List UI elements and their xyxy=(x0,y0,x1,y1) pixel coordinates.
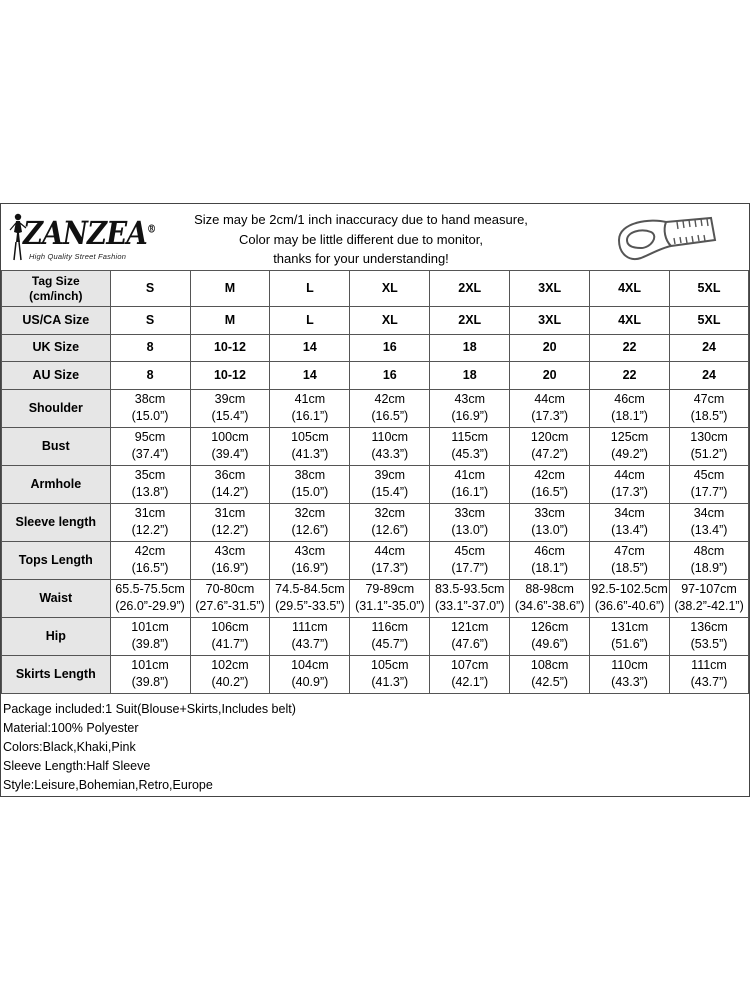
cell-line: 38cm xyxy=(294,468,326,482)
cell-line: (41.7”) xyxy=(211,637,249,651)
cell-line: (15.4”) xyxy=(211,409,249,423)
cell-line: 2XL xyxy=(458,312,482,327)
measurement-cell xyxy=(270,389,350,427)
cell-line: 16 xyxy=(382,367,397,382)
row-label: Bust xyxy=(2,427,111,465)
notice-line: Size may be 2cm/1 inch inaccuracy due to hand measure, xyxy=(194,212,528,227)
measurement-cell xyxy=(110,334,190,362)
table-row xyxy=(2,389,749,427)
cell-line: 120cm xyxy=(530,430,569,444)
cell-line: 3XL xyxy=(538,312,562,327)
measurement-cell xyxy=(510,541,590,579)
measurement-cell xyxy=(110,655,190,693)
size-header-cell: L xyxy=(270,271,350,307)
cell-line: (13.4”) xyxy=(690,523,728,537)
size-header-cell: M xyxy=(190,271,270,307)
row-label: Armhole xyxy=(2,465,111,503)
cell-line: (34.6”-38.6”) xyxy=(514,599,585,613)
cell-line: (13.8”) xyxy=(131,485,169,499)
cell-line: (12.2”) xyxy=(131,523,169,537)
cell-line: (17.3”) xyxy=(531,409,569,423)
cell-line: 105cm xyxy=(371,658,409,672)
cell-line: 48cm xyxy=(693,544,725,558)
cell-line: 42cm xyxy=(134,544,166,558)
cell-line: 97-107cm xyxy=(681,582,737,596)
cell-line: (17.3”) xyxy=(611,485,648,499)
cell-line: 44cm xyxy=(374,544,406,558)
table-row xyxy=(2,541,749,579)
cell-line: 105cm xyxy=(291,430,329,444)
cell-line: (15.0”) xyxy=(291,485,329,499)
measurement-cell xyxy=(190,465,270,503)
size-header-cell: 3XL xyxy=(510,271,590,307)
table-row xyxy=(2,334,749,362)
measurement-cell xyxy=(510,465,590,503)
measurement-cell xyxy=(590,334,670,362)
cell-line: 79-89cm xyxy=(365,582,415,596)
cell-line: 104cm xyxy=(291,658,329,672)
measurement-cell xyxy=(110,617,190,655)
measurement-cell xyxy=(430,307,510,335)
cell-line: 18 xyxy=(462,340,477,355)
measurement-cell xyxy=(190,362,270,390)
cell-line: (39.4”) xyxy=(211,447,249,461)
measurement-cell xyxy=(270,334,350,362)
cell-line: 16 xyxy=(382,340,397,355)
cell-line: (12.6”) xyxy=(371,523,409,537)
cell-line: (29.5”-33.5”) xyxy=(275,599,345,613)
cell-line: 106cm xyxy=(211,620,249,634)
measurement-cell xyxy=(350,362,430,390)
cell-line: 136cm xyxy=(690,620,728,634)
cell-line: 108cm xyxy=(530,658,569,672)
measurement-cell xyxy=(670,541,749,579)
cell-line: 65.5-75.5cm xyxy=(115,582,185,596)
cell-line: 45cm xyxy=(454,544,486,558)
measurement-cell xyxy=(510,655,590,693)
cell-line: 33cm xyxy=(534,506,565,520)
cell-line: (16.5”) xyxy=(531,485,569,499)
row-label: Shoulder xyxy=(2,389,111,427)
size-table-body xyxy=(2,271,749,694)
cell-line: 24 xyxy=(702,367,716,382)
measurement-cell xyxy=(670,579,749,617)
cell-line: 41cm xyxy=(294,392,326,406)
notice-line: thanks for your understanding! xyxy=(273,251,449,266)
table-row xyxy=(2,427,749,465)
size-header-cell: S xyxy=(110,271,190,307)
measurement-cell xyxy=(430,579,510,617)
measurement-cell xyxy=(190,389,270,427)
measurement-cell xyxy=(590,541,670,579)
cell-line: 35cm xyxy=(134,468,166,482)
measurement-cell xyxy=(190,427,270,465)
measurement-cell xyxy=(590,427,670,465)
cell-line: (53.5”) xyxy=(690,637,728,651)
measurement-cell xyxy=(670,389,749,427)
measurement-cell xyxy=(190,655,270,693)
size-header-cell: 5XL xyxy=(670,271,749,307)
tag-size-header-line: Tag Size xyxy=(31,273,80,288)
cell-line: 47cm xyxy=(693,392,725,406)
product-details xyxy=(1,700,749,795)
cell-line: 41cm xyxy=(454,468,486,482)
row-label: US/CA Size xyxy=(2,307,111,335)
measurement-cell xyxy=(670,334,749,362)
cell-line: (33.1”-37.0”) xyxy=(434,599,505,613)
measurement-cell xyxy=(190,541,270,579)
measurement-cell xyxy=(590,655,670,693)
cell-line: 125cm xyxy=(610,430,649,444)
measurement-cell xyxy=(670,362,749,390)
measurement-cell xyxy=(270,655,350,693)
cell-line: (40.9”) xyxy=(291,675,329,689)
measurement-cell xyxy=(430,465,510,503)
cell-line: (47.6”) xyxy=(451,637,489,651)
cell-line: (16.9”) xyxy=(291,561,329,575)
cell-line: 38cm xyxy=(134,392,166,406)
cell-line: 44cm xyxy=(534,392,565,406)
measurement-cell xyxy=(510,579,590,617)
cell-line: (16.9”) xyxy=(211,561,249,575)
cell-line: (40.2”) xyxy=(211,675,249,689)
measurement-cell xyxy=(590,579,670,617)
cell-line: (16.9”) xyxy=(451,409,489,423)
measuring-tape-icon xyxy=(611,210,721,266)
cell-line: 126cm xyxy=(530,620,569,634)
cell-line: 22 xyxy=(622,340,637,355)
measurement-cell xyxy=(270,465,350,503)
size-header-cell: XL xyxy=(350,271,430,307)
measurement-cell xyxy=(430,541,510,579)
table-row xyxy=(2,617,749,655)
cell-line: (18.1”) xyxy=(611,409,648,423)
cell-line: 10-12 xyxy=(213,367,246,382)
cell-line: (18.1”) xyxy=(531,561,569,575)
measurement-cell xyxy=(510,503,590,541)
measurement-cell xyxy=(510,334,590,362)
cell-line: 24 xyxy=(702,340,716,355)
cell-line: (43.3”) xyxy=(371,447,409,461)
cell-line: (39.8”) xyxy=(131,637,169,651)
cell-line: M xyxy=(224,312,236,327)
measurement-cell xyxy=(350,334,430,362)
cell-line: 83.5-93.5cm xyxy=(434,582,505,596)
cell-line: (13.4”) xyxy=(611,523,648,537)
cell-line: (45.3”) xyxy=(451,447,489,461)
measurement-cell xyxy=(270,427,350,465)
cell-line: (49.6”) xyxy=(531,637,569,651)
brand-tagline: High Quality Street Fashion xyxy=(29,252,127,261)
measurement-cell xyxy=(670,655,749,693)
cell-line: 46cm xyxy=(534,544,565,558)
measurement-cell xyxy=(430,389,510,427)
cell-line: 43cm xyxy=(454,392,486,406)
measurement-cell xyxy=(190,334,270,362)
measurement-cell xyxy=(110,307,190,335)
measurement-cell xyxy=(670,465,749,503)
measurement-cell xyxy=(110,389,190,427)
measurement-cell xyxy=(430,503,510,541)
cell-line: 116cm xyxy=(371,620,409,634)
cell-line: 101cm xyxy=(131,620,169,634)
measurement-cell xyxy=(270,362,350,390)
size-chart xyxy=(0,203,750,797)
cell-line: (41.3”) xyxy=(371,675,409,689)
measurement-cell xyxy=(110,579,190,617)
table-row xyxy=(2,362,749,390)
cell-line: 36cm xyxy=(214,468,246,482)
cell-line: (12.2”) xyxy=(211,523,249,537)
cell-line: 31cm xyxy=(134,506,166,520)
measurement-cell xyxy=(190,503,270,541)
cell-line: (37.4”) xyxy=(131,447,169,461)
cell-line: (39.8”) xyxy=(131,675,169,689)
cell-line: 92.5-102.5cm xyxy=(591,582,668,596)
cell-line: 101cm xyxy=(131,658,169,672)
measurement-cell xyxy=(110,503,190,541)
notice-line: Color may be little different due to monitor, xyxy=(239,231,483,247)
cell-line: (17.3”) xyxy=(371,561,409,575)
measurement-cell xyxy=(590,617,670,655)
measurement-cell xyxy=(510,307,590,335)
brand-logo xyxy=(3,210,156,266)
cell-line: 45cm xyxy=(693,468,725,482)
cell-line: 33cm xyxy=(454,506,486,520)
cell-line: (42.1”) xyxy=(451,675,489,689)
measurement-cell xyxy=(670,307,749,335)
measurement-cell xyxy=(350,465,430,503)
measurement-cell xyxy=(350,579,430,617)
measurement-cell xyxy=(190,617,270,655)
cell-line: 46cm xyxy=(614,392,645,406)
cell-line: 10-12 xyxy=(213,340,246,355)
row-label: AU Size xyxy=(2,362,111,390)
cell-line: 43cm xyxy=(214,544,246,558)
table-row xyxy=(2,307,749,335)
measurement-notice xyxy=(191,210,531,269)
tag-size-header-line: (cm/inch) xyxy=(29,288,83,303)
measurement-cell xyxy=(270,617,350,655)
cell-line: (51.6”) xyxy=(611,637,648,651)
measurement-cell xyxy=(430,334,510,362)
cell-line: 130cm xyxy=(690,430,728,444)
measurement-cell xyxy=(590,362,670,390)
cell-line: 88-98cm xyxy=(525,582,574,596)
cell-line: (49.2”) xyxy=(611,447,648,461)
table-row xyxy=(2,503,749,541)
table-row xyxy=(2,465,749,503)
table-row xyxy=(2,655,749,693)
measurement-cell xyxy=(270,541,350,579)
detail-colors: Colors:Black,Khaki,Pink xyxy=(3,740,136,754)
row-label: Sleeve length xyxy=(2,503,111,541)
measurement-cell xyxy=(350,307,430,335)
cell-line: (17.7”) xyxy=(690,485,728,499)
measurement-cell xyxy=(270,307,350,335)
cell-line: (18.9”) xyxy=(690,561,728,575)
cell-line: XL xyxy=(381,312,398,327)
measurement-cell xyxy=(510,427,590,465)
measurement-cell xyxy=(670,617,749,655)
measurement-cell xyxy=(110,362,190,390)
measurement-cell xyxy=(190,307,270,335)
row-label: UK Size xyxy=(2,334,111,362)
cell-line: (27.6”-31.5”) xyxy=(195,599,265,613)
cell-line: (42.5”) xyxy=(531,675,569,689)
measurement-cell xyxy=(350,541,430,579)
row-label: Hip xyxy=(2,617,111,655)
cell-line: (38.2”-42.1”) xyxy=(674,599,744,613)
row-label: Tops Length xyxy=(2,541,111,579)
measurement-cell xyxy=(110,541,190,579)
cell-line: (13.0”) xyxy=(451,523,489,537)
cell-line: 34cm xyxy=(614,506,645,520)
measurement-cell xyxy=(270,579,350,617)
measurement-cell xyxy=(590,503,670,541)
cell-line: (13.0”) xyxy=(531,523,569,537)
measurement-cell xyxy=(350,655,430,693)
cell-line: 102cm xyxy=(211,658,249,672)
cell-line: 121cm xyxy=(450,620,489,634)
cell-line: (43.3”) xyxy=(611,675,648,689)
cell-line: (51.2”) xyxy=(690,447,728,461)
cell-line: 14 xyxy=(302,367,317,382)
cell-line: 32cm xyxy=(374,506,406,520)
cell-line: (31.1”-35.0”) xyxy=(355,599,425,613)
cell-line: (43.7”) xyxy=(291,637,329,651)
cell-line: 111cm xyxy=(691,658,727,672)
measurement-cell xyxy=(350,503,430,541)
chart-header xyxy=(1,204,749,271)
measurement-cell xyxy=(110,465,190,503)
measurement-cell xyxy=(590,389,670,427)
cell-line: (12.6”) xyxy=(291,523,329,537)
cell-line: 44cm xyxy=(614,468,645,482)
cell-line: (15.4”) xyxy=(371,485,409,499)
cell-line: 111cm xyxy=(292,620,328,634)
measurement-cell xyxy=(350,617,430,655)
measurement-cell xyxy=(350,389,430,427)
cell-line: 110cm xyxy=(371,430,409,444)
cell-line: 18 xyxy=(462,367,477,382)
cell-line: (41.3”) xyxy=(291,447,329,461)
cell-line: (36.6”-40.6”) xyxy=(594,599,665,613)
cell-line: 107cm xyxy=(450,658,489,672)
row-label: Skirts Length xyxy=(2,655,111,693)
table-row xyxy=(2,579,749,617)
detail-material: Material:100% Polyester xyxy=(3,721,139,735)
measurement-cell xyxy=(590,307,670,335)
cell-line: 20 xyxy=(542,340,557,355)
measurement-cell xyxy=(510,617,590,655)
cell-line: (16.5”) xyxy=(131,561,169,575)
cell-line: 8 xyxy=(146,367,154,382)
cell-line: 131cm xyxy=(610,620,649,634)
cell-line: (43.7”) xyxy=(690,675,728,689)
size-header-cell: 4XL xyxy=(590,271,670,307)
size-header-cell: 2XL xyxy=(430,271,510,307)
measurement-cell xyxy=(110,427,190,465)
cell-line: 100cm xyxy=(211,430,249,444)
cell-line: 95cm xyxy=(134,430,166,444)
cell-line: 32cm xyxy=(294,506,326,520)
cell-line: 115cm xyxy=(451,430,489,444)
brand-name: ZANZEA® xyxy=(23,214,156,252)
cell-line: 39cm xyxy=(374,468,406,482)
measurement-cell xyxy=(430,617,510,655)
cell-line: 70-80cm xyxy=(205,582,255,596)
cell-line: 39cm xyxy=(214,392,246,406)
measurement-cell xyxy=(510,389,590,427)
cell-line: 74.5-84.5cm xyxy=(275,582,345,596)
measurement-cell xyxy=(350,427,430,465)
cell-line: (45.7”) xyxy=(371,637,409,651)
cell-line: (18.5”) xyxy=(690,409,728,423)
cell-line: 42cm xyxy=(374,392,406,406)
row-label: Waist xyxy=(2,579,111,617)
cell-line: 14 xyxy=(302,340,317,355)
detail-package: Package included:1 Suit(Blouse+Skirts,Includes belt) xyxy=(3,702,296,716)
cell-line: 43cm xyxy=(294,544,326,558)
cell-line: (15.0”) xyxy=(131,409,169,423)
cell-line: 110cm xyxy=(611,658,648,672)
measurement-cell xyxy=(590,465,670,503)
cell-line: 8 xyxy=(146,340,154,355)
cell-line: (14.2”) xyxy=(211,485,249,499)
measurement-cell xyxy=(670,503,749,541)
cell-line: 22 xyxy=(622,367,637,382)
tag-size-header xyxy=(2,271,111,307)
cell-line: (26.0”-29.9”) xyxy=(115,599,185,613)
cell-line: (16.5”) xyxy=(371,409,409,423)
measurement-cell xyxy=(430,427,510,465)
measurement-cell xyxy=(670,427,749,465)
cell-line: 4XL xyxy=(618,312,642,327)
cell-line: S xyxy=(145,312,155,327)
cell-line: (17.7”) xyxy=(451,561,489,575)
size-table xyxy=(1,270,749,694)
cell-line: (16.1”) xyxy=(451,485,489,499)
measurement-cell xyxy=(270,503,350,541)
cell-line: 34cm xyxy=(693,506,725,520)
measurement-cell xyxy=(430,655,510,693)
cell-line: 47cm xyxy=(614,544,645,558)
cell-line: 20 xyxy=(542,367,557,382)
detail-style: Style:Leisure,Bohemian,Retro,Europe xyxy=(3,778,213,792)
cell-line: 42cm xyxy=(534,468,565,482)
cell-line: (18.5”) xyxy=(611,561,648,575)
measurement-cell xyxy=(190,579,270,617)
cell-line: 5XL xyxy=(697,312,721,327)
cell-line: L xyxy=(306,312,314,327)
cell-line: (47.2”) xyxy=(531,447,569,461)
measurement-cell xyxy=(430,362,510,390)
detail-sleeve: Sleeve Length:Half Sleeve xyxy=(3,759,151,773)
cell-line: 31cm xyxy=(214,506,246,520)
measurement-cell xyxy=(510,362,590,390)
cell-line: (16.1”) xyxy=(291,409,329,423)
